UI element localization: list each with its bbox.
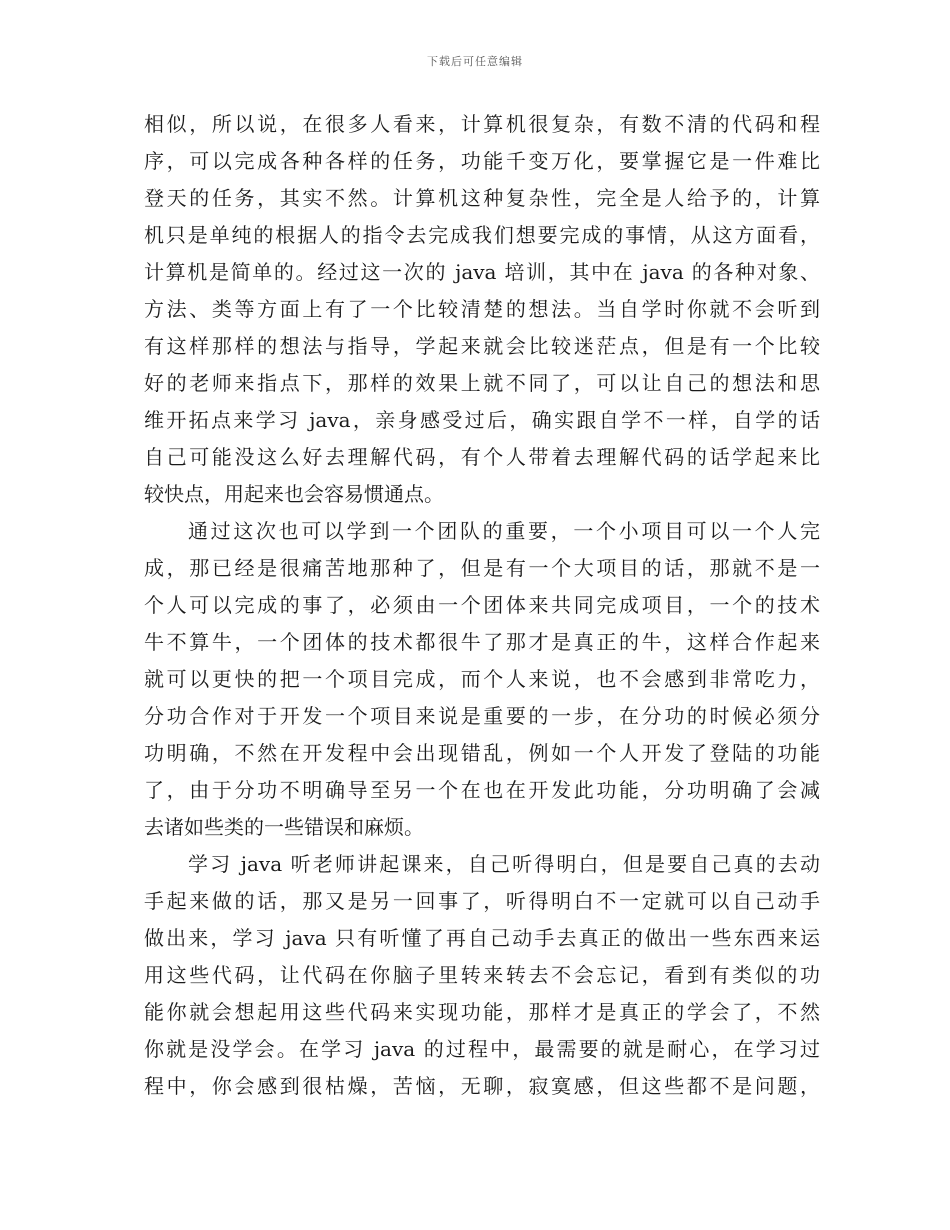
text-line: 自己可能没这么好去理解代码，有个人带着去理解代码的话学起来比 [144,445,820,469]
text-line: 机只是单纯的根据人的指令去完成我们想要完成的事情，从这方面看， [144,223,820,247]
text-line: 方法、类等方面上有了一个比较清楚的想法。当自学时你就不会听到 [144,297,820,321]
paragraph-2 [144,513,820,846]
text-line: 有这样那样的想法与指导，学起来就会比较迷茫点，但是有一个比较 [144,334,820,358]
text-line: 牛不算牛，一个团体的技术都很牛了那才是真正的牛，这样合作起来 [144,630,820,654]
text-line: 做出来，学习 java 只有听懂了再自己动手去真正的做出一些东西来运 [144,926,820,950]
text-line: 分功合作对于开发一个项目来说是重要的一步，在分功的时候必须分 [144,704,820,728]
text-line: 程中，你会感到很枯燥，苦恼，无聊，寂寞感，但这些都不是问题， [144,1074,820,1098]
text-line: 功明确，不然在开发程中会出现错乱，例如一个人开发了登陆的功能 [144,741,820,765]
text-line: 学习 java 听老师讲起课来，自己听得明白，但是要自己真的去动 [188,852,820,876]
text-line: 用这些代码，让代码在你脑子里转来转去不会忘记，看到有类似的功 [144,963,820,987]
text-line: 成，那已经是很痛苦地那种了，但是有一个大项目的话，那就不是一 [144,556,820,580]
text-line: 了，由于分功不明确导至另一个在也在开发此功能，分功明确了会减 [144,778,820,802]
text-line: 你就是没学会。在学习 java 的过程中，最需要的就是耐心，在学习过 [144,1037,820,1061]
text-line: 较快点，用起来也会容易惯通点。 [144,482,444,506]
document-body [144,106,820,1105]
paragraph-1 [144,106,820,513]
text-line: 相似，所以说，在很多人看来，计算机很复杂，有数不清的代码和程 [144,112,820,136]
text-line: 就可以更快的把一个项目完成，而个人来说，也不会感到非常吃力， [144,667,820,691]
text-line: 个人可以完成的事了，必须由一个团体来共同完成项目，一个的技术 [144,593,820,617]
text-line: 手起来做的话，那又是另一回事了，听得明白不一定就可以自己动手 [144,889,820,913]
page-header: 下载后可任意编辑 [427,55,523,68]
text-line: 维开拓点来学习 java，亲身感受过后，确实跟自学不一样，自学的话 [144,408,820,432]
text-line: 序，可以完成各种各样的任务，功能千变万化，要掌握它是一件难比 [144,149,820,173]
text-line: 能你就会想起用这些代码来实现功能，那样才是真正的学会了，不然 [144,1000,820,1024]
text-line: 去诸如些类的一些错误和麻烦。 [144,815,424,839]
text-line: 计算机是简单的。经过这一次的 java 培训，其中在 java 的各种对象、 [144,260,820,284]
text-line: 好的老师来指点下，那样的效果上就不同了，可以让自己的想法和思 [144,371,820,395]
text-line: 通过这次也可以学到一个团队的重要，一个小项目可以一个人完 [188,519,820,543]
text-line: 登天的任务，其实不然。计算机这种复杂性，完全是人给予的，计算 [144,186,820,210]
paragraph-3 [144,846,820,1105]
